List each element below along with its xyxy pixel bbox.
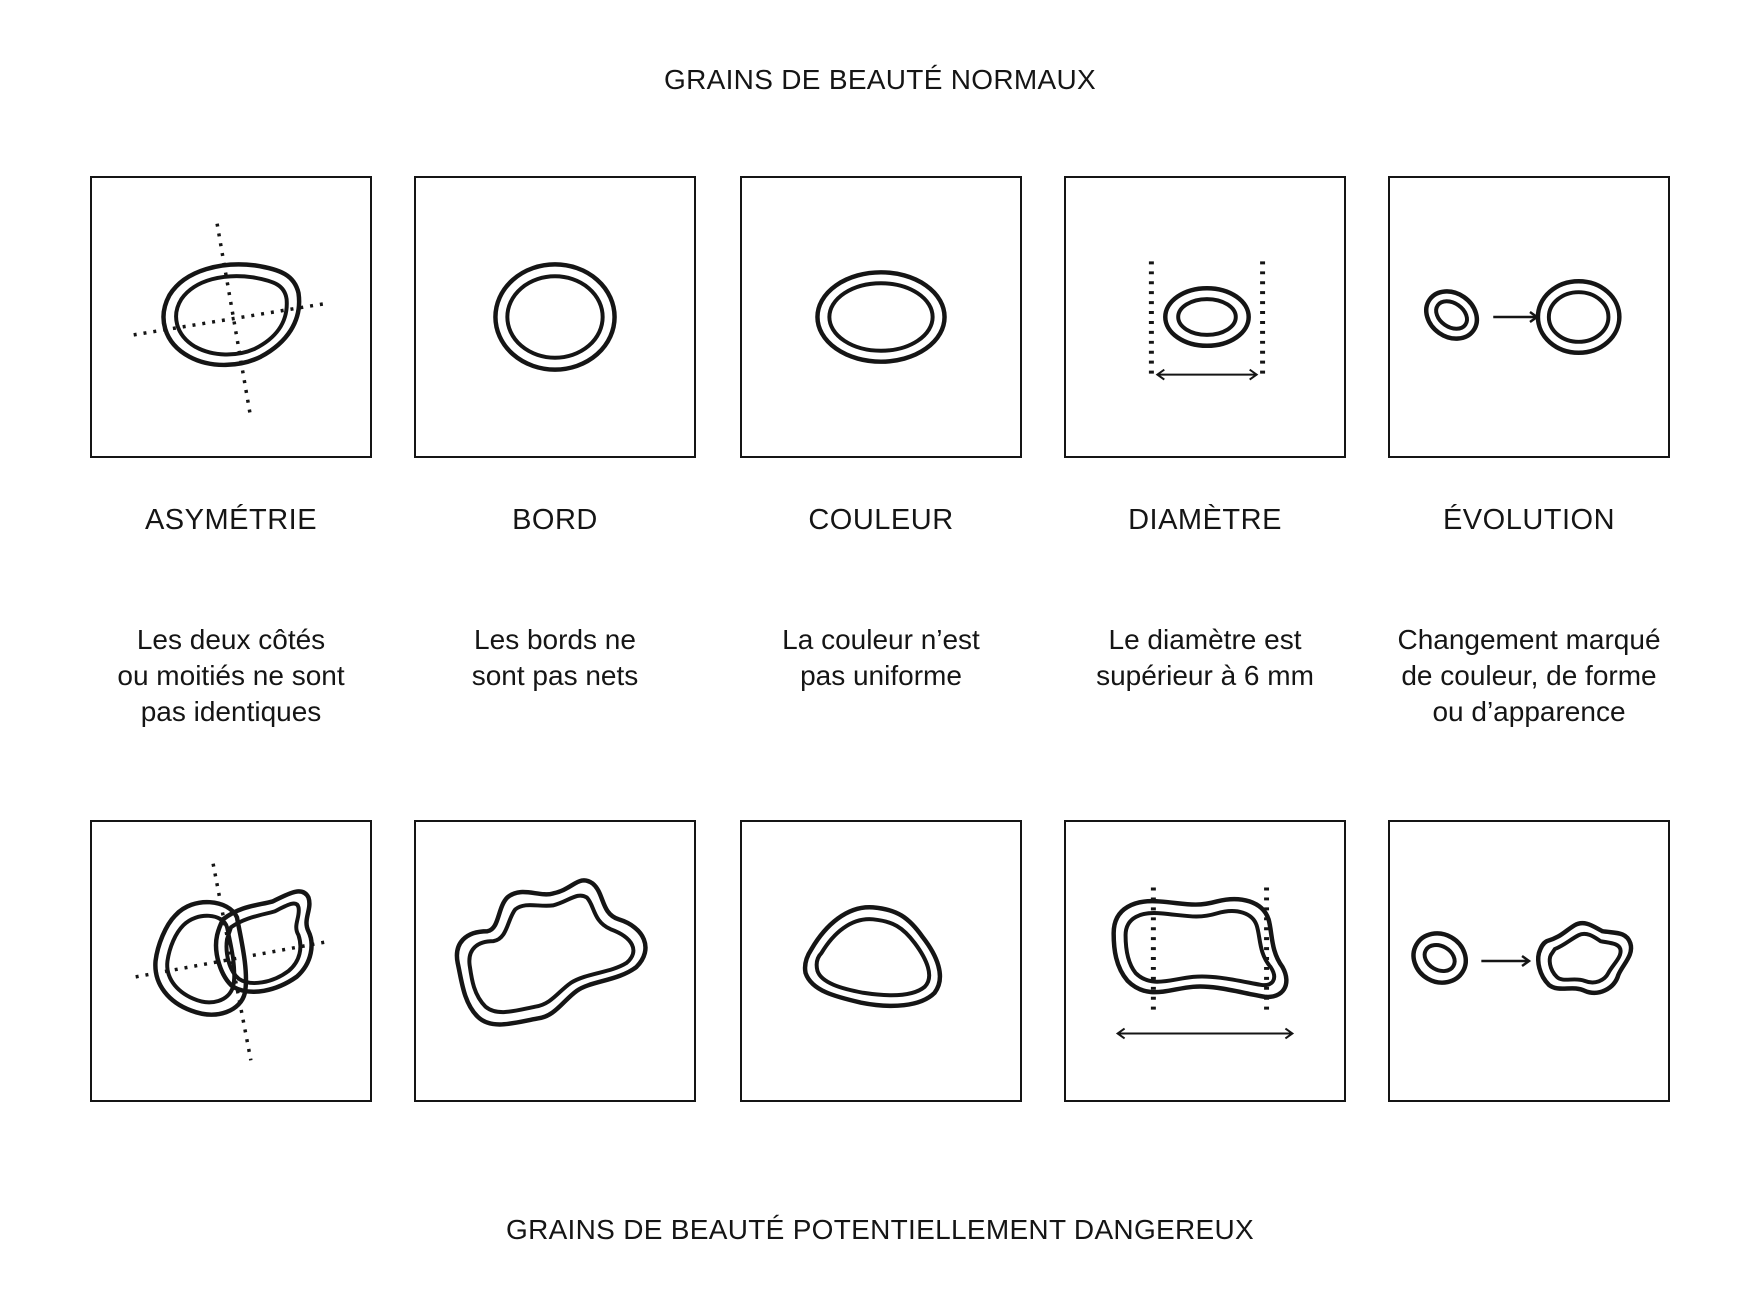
mole-outer-outline (495, 264, 614, 369)
mole-outer-outline (457, 880, 646, 1024)
small-mole-outer-outline (1417, 282, 1486, 349)
label-diameter: DIAMÈTRE (1128, 504, 1282, 536)
panel-normal-border (414, 176, 696, 458)
normal-border-illustration (416, 178, 694, 456)
title-dangerous-moles: GRAINS DE BEAUTÉ POTENTIELLEMENT DANGEREUX (505, 1214, 1254, 1245)
mole-inner-outline (829, 283, 932, 351)
small-mole-inner-outline (1420, 940, 1459, 977)
description-border: Les bords ne sont pas nets (471, 624, 639, 691)
panel-dangerous-color (740, 820, 1022, 1102)
panel-dangerous-asymmetry (90, 820, 372, 1102)
panel-normal-color (740, 176, 1022, 458)
panel-dangerous-evolution (1388, 820, 1670, 1102)
normal-evolution-illustration (1390, 178, 1668, 456)
dangerous-asymmetry-illustration (92, 822, 370, 1100)
description-diameter: Le diamètre est supérieur à 6 mm (1096, 624, 1314, 691)
label-evolution: ÉVOLUTION (1442, 504, 1616, 536)
mole-outer-outline (817, 272, 944, 361)
mole-inner-outline (1126, 911, 1275, 985)
normal-color-illustration (742, 178, 1020, 456)
panel-normal-evolution (1388, 176, 1670, 458)
normal-diameter-illustration (1066, 178, 1344, 456)
title-normal-moles: GRAINS DE BEAUTÉ NORMAUX (664, 64, 1096, 95)
mole-inner-outline (817, 919, 930, 995)
description-evolution: Changement marqué de couleur, de forme ou d’apparence (1397, 624, 1661, 727)
label-asymmetry: ASYMÉTRIE (144, 504, 318, 536)
panel-normal-diameter (1064, 176, 1346, 458)
dangerous-border-illustration (416, 822, 694, 1100)
irregular-mole-inner-outline (1550, 934, 1621, 983)
normal-asymmetry-illustration (92, 178, 370, 456)
description-color: La couleur n’est pas uniforme (782, 624, 980, 691)
label-color: COULEUR (808, 504, 954, 536)
description-asymmetry: Les deux côtés ou moitiés ne sont pas identiques (117, 624, 345, 727)
small-mole-outer-outline (1405, 924, 1475, 992)
dangerous-color-illustration (742, 822, 1020, 1100)
dangerous-diameter-illustration (1066, 822, 1344, 1100)
mole-inner-outline (1178, 299, 1236, 335)
mole-inner-outline (176, 276, 287, 354)
panel-dangerous-border (414, 820, 696, 1102)
panel-normal-asymmetry (90, 176, 372, 458)
mole-inner-outline (507, 276, 602, 357)
large-mole-inner-outline (1549, 292, 1609, 342)
dangerous-evolution-illustration (1390, 822, 1668, 1100)
panel-dangerous-diameter (1064, 820, 1346, 1102)
label-border: BORD (512, 504, 598, 536)
